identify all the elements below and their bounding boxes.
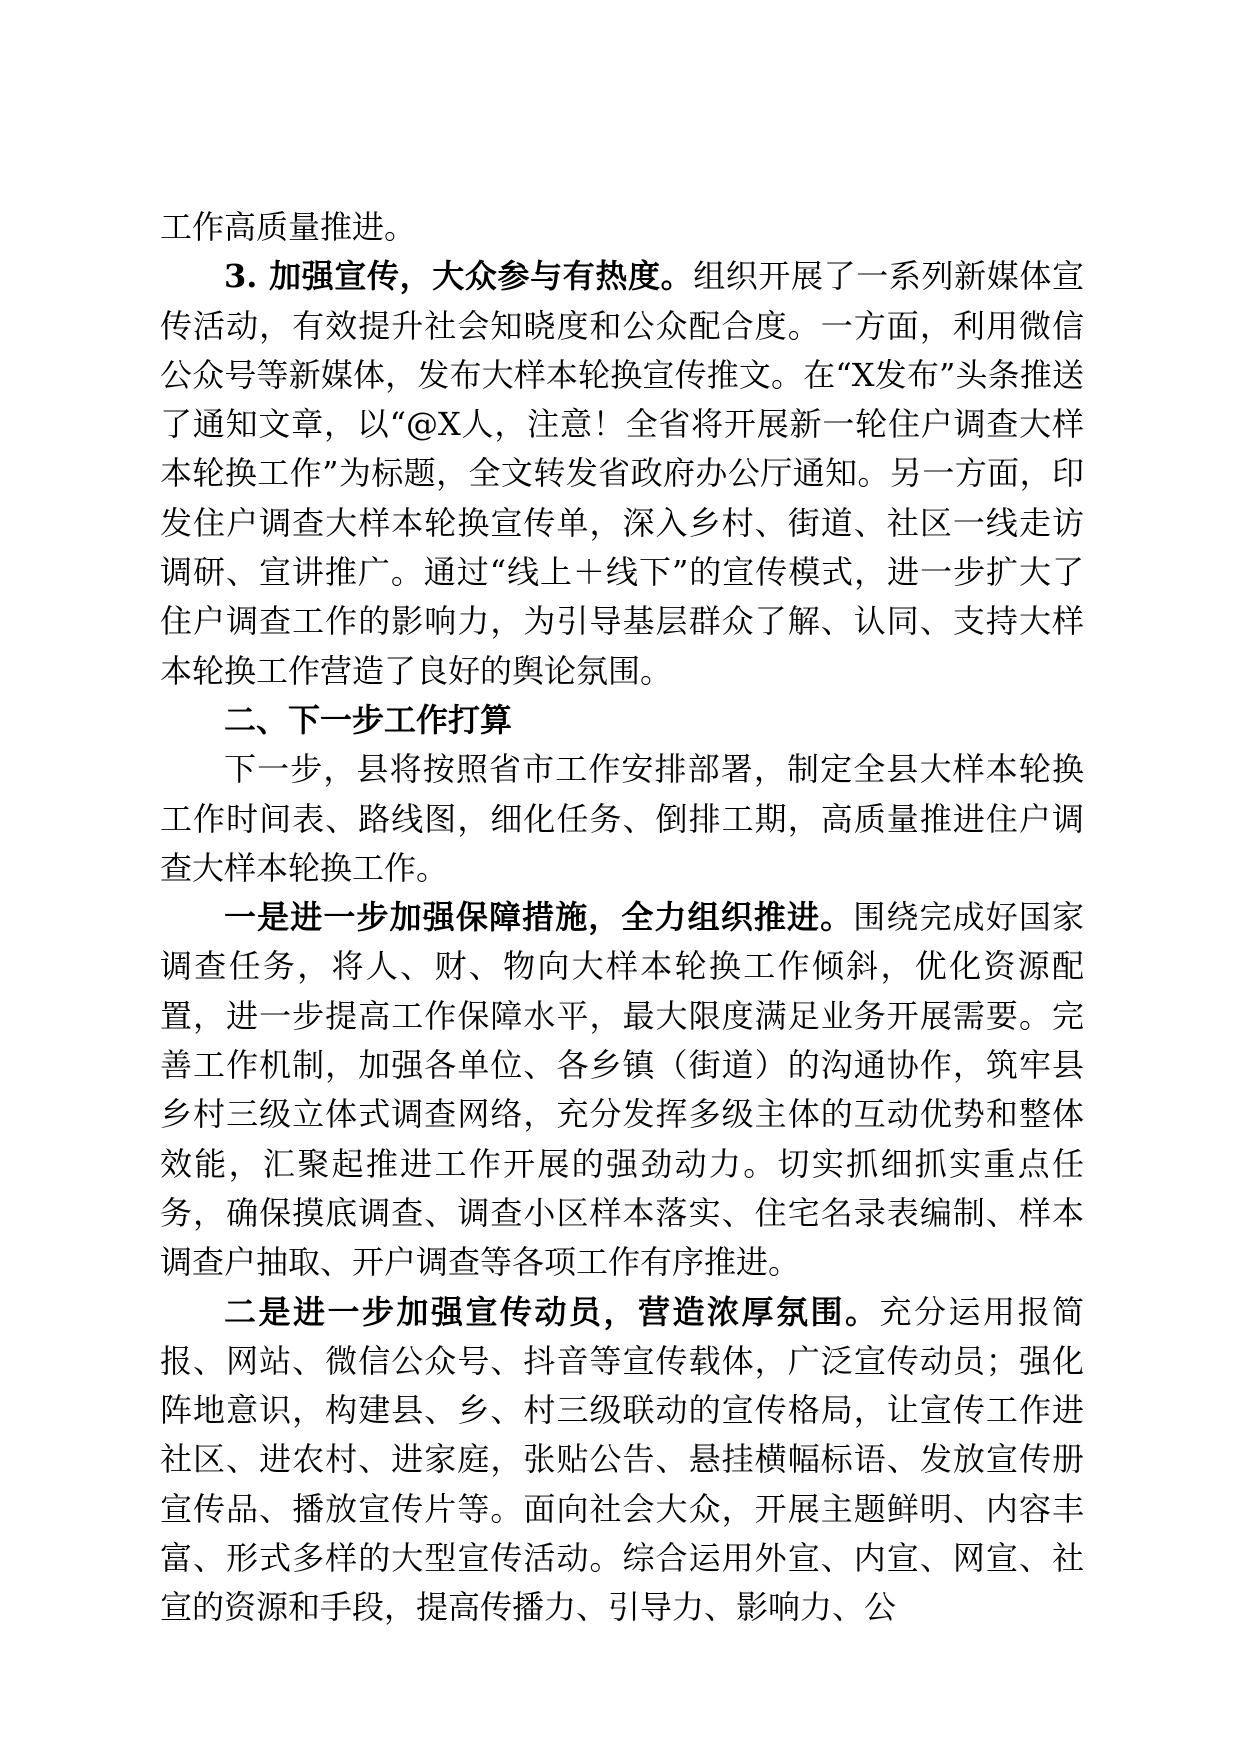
intro-paragraph: 下一步，县将按照省市工作安排部署，制定全县大样本轮换工作时间表、路线图，细化任务、倒排工期，高质量推进住户调查大样本轮换工作。 bbox=[160, 750, 1084, 887]
document-page bbox=[160, 203, 1084, 1633]
point-two-body: 充分运用报简报、网站、微信公众号、抖音等宣传载体，广泛宣传动员；强化阵地意识，构建县、乡、村三级联动的宣传格局，让宣传工作进社区、进农村、进家庭，张贴公告、悬挂横幅标语、发放宣传册宣传品、播放宣传片等。面向社会大众，开展主题鲜明、内容丰富、形式多样的大型宣传活动。综合运用外宣、内宣、网宣、社宣的资源和手段，提高传播力、引导力、影响力、公 bbox=[160, 1292, 1084, 1627]
point-one-paragraph bbox=[160, 893, 1084, 1287]
continuation-paragraph: 工作高质量推进。 bbox=[160, 208, 417, 246]
publicity-paragraph bbox=[160, 252, 1084, 696]
point-one-lead: 一是进一步加强保障措施，全力组织推进。 bbox=[224, 898, 854, 937]
point-two-paragraph bbox=[160, 1288, 1084, 1633]
point-two-lead: 二是进一步加强宣传动员，营造浓厚氛围。 bbox=[224, 1292, 880, 1331]
publicity-body: 组织开展了一系列新媒体宣传活动，有效提升社会知晓度和公众配合度。一方面，利用微信公众号等新媒体，发布大样本轮换宣传推文。在“X发布”头条推送了通知文章，以“@X人，注意！全省将开展新一轮住户调查大样本轮换工作”为标题，全文转发省政府办公厅通知。另一方面，印发住户调查大样本轮换宣传单，深入乡村、街道、社区一线走访调研、宣讲推广。通过“线上＋线下”的宣传模式，进一步扩大了住户调查工作的影响力，为引导基层群众了解、认同、支持大样本轮换工作营造了良好的舆论氛围。 bbox=[160, 257, 1084, 690]
point-one-body: 围绕完成好国家调查任务，将人、财、物向大样本轮换工作倾斜，优化资源配置，进一步提高工作保障水平，最大限度满足业务开展需要。完善工作机制，加强各单位、各乡镇（街道）的沟通协作，筑牢县乡村三级立体式调查网络，充分发挥多级主体的互动优势和整体效能，汇聚起推进工作开展的强劲动力。切实抓细抓实重点任务，确保摸底调查、调查小区样本落实、住宅名录表编制、样本调查户抽取、开户调查等各项工作有序推进。 bbox=[160, 898, 1084, 1282]
section-heading: 二、下一步工作打算 bbox=[224, 700, 513, 739]
publicity-lead: 3. 加强宣传，大众参与有热度。 bbox=[224, 257, 694, 296]
